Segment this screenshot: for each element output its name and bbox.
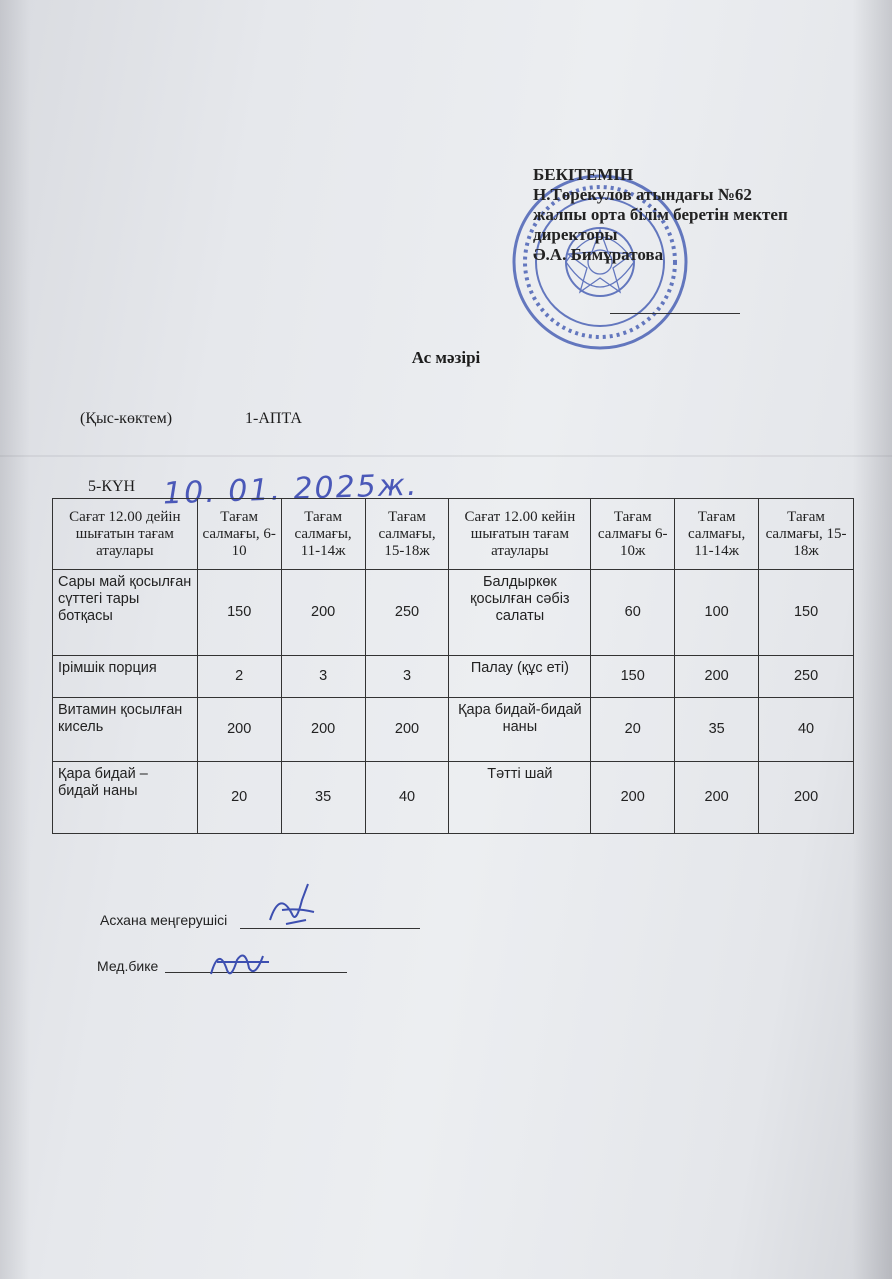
approval-block <box>533 165 878 265</box>
header-cell: Тағам салмағы 6-10ж <box>591 499 675 570</box>
weight-cell: 35 <box>281 762 365 834</box>
weight-cell: 150 <box>197 570 281 656</box>
weight-cell: 20 <box>197 762 281 834</box>
weight-cell: 20 <box>591 698 675 762</box>
header-cell: Тағам салмағы, 11-14ж <box>675 499 759 570</box>
dish-after-noon: Палау (құс еті) <box>449 656 591 698</box>
dish-after-noon: Қара бидай-бидай наны <box>449 698 591 762</box>
approval-line-3: жалпы орта білім беретін мектеп <box>533 205 788 224</box>
season-label: (Қыс-көктем) <box>80 410 173 427</box>
table-row <box>53 762 854 834</box>
weight-cell: 200 <box>365 698 449 762</box>
dish-before-noon: Сары май қосылған сүттегі тары ботқасы <box>53 570 198 656</box>
paper-fold <box>0 455 892 457</box>
weight-cell: 200 <box>281 570 365 656</box>
weight-cell: 150 <box>591 656 675 698</box>
dish-after-noon: Балдыркөк қосылған сәбіз салаты <box>449 570 591 656</box>
page-title: Ас мәзірі <box>411 348 481 367</box>
table-header-row <box>53 499 854 570</box>
dish-before-noon: Витамин қосылған кисель <box>53 698 198 762</box>
table-row <box>53 570 854 656</box>
weight-cell: 200 <box>281 698 365 762</box>
header-cell: Сағат 12.00 кейін шығатын тағам атаулары <box>449 499 591 570</box>
weight-cell: 40 <box>365 762 449 834</box>
nurse-label: Мед.бике <box>97 958 159 974</box>
approval-line-4: директоры <box>533 225 618 244</box>
weight-cell: 200 <box>197 698 281 762</box>
weight-cell: 3 <box>281 656 365 698</box>
weight-cell: 2 <box>197 656 281 698</box>
weight-cell: 200 <box>675 762 759 834</box>
table-row <box>53 698 854 762</box>
weight-cell: 60 <box>591 570 675 656</box>
weight-cell: 200 <box>591 762 675 834</box>
weight-cell: 200 <box>759 762 854 834</box>
dish-before-noon: Қара бидай – бидай наны <box>53 762 198 834</box>
day-label: 5-КҮН <box>88 478 136 495</box>
head-cook-signature-icon <box>262 880 322 932</box>
head-cook-label: Асхана меңгерушісі <box>100 912 228 928</box>
weight-cell: 200 <box>675 656 759 698</box>
header-cell: Сағат 12.00 дейін шығатын тағам атаулары <box>53 499 198 570</box>
paper-shadow-left <box>0 0 30 1279</box>
weight-cell: 150 <box>759 570 854 656</box>
weight-cell: 40 <box>759 698 854 762</box>
handwritten-date: 10. 01. 2025ж. <box>162 467 419 512</box>
weight-cell: 3 <box>365 656 449 698</box>
weight-cell: 35 <box>675 698 759 762</box>
nurse-signature-icon <box>205 940 275 984</box>
header-cell: Тағам салмағы, 15-18ж <box>365 499 449 570</box>
weight-cell: 100 <box>675 570 759 656</box>
approval-line-5: Ә.А. Бимұратова <box>533 245 664 264</box>
weight-cell: 250 <box>759 656 854 698</box>
approval-line-2: Н.Төрекулов атындағы №62 <box>533 185 752 204</box>
approval-signature-line <box>610 313 740 314</box>
table-row <box>53 656 854 698</box>
dish-before-noon: Ірімшік порция <box>53 656 198 698</box>
approval-line-1: БЕКІТЕМІН <box>533 165 634 184</box>
weight-cell: 250 <box>365 570 449 656</box>
header-cell: Тағам салмағы, 6-10 <box>197 499 281 570</box>
dish-after-noon: Тәтті шай <box>449 762 591 834</box>
header-cell: Тағам салмағы, 11-14ж <box>281 499 365 570</box>
header-cell: Тағам салмағы, 15-18ж <box>759 499 854 570</box>
menu-table <box>52 498 854 834</box>
week-label: 1-АПТА <box>245 410 302 427</box>
